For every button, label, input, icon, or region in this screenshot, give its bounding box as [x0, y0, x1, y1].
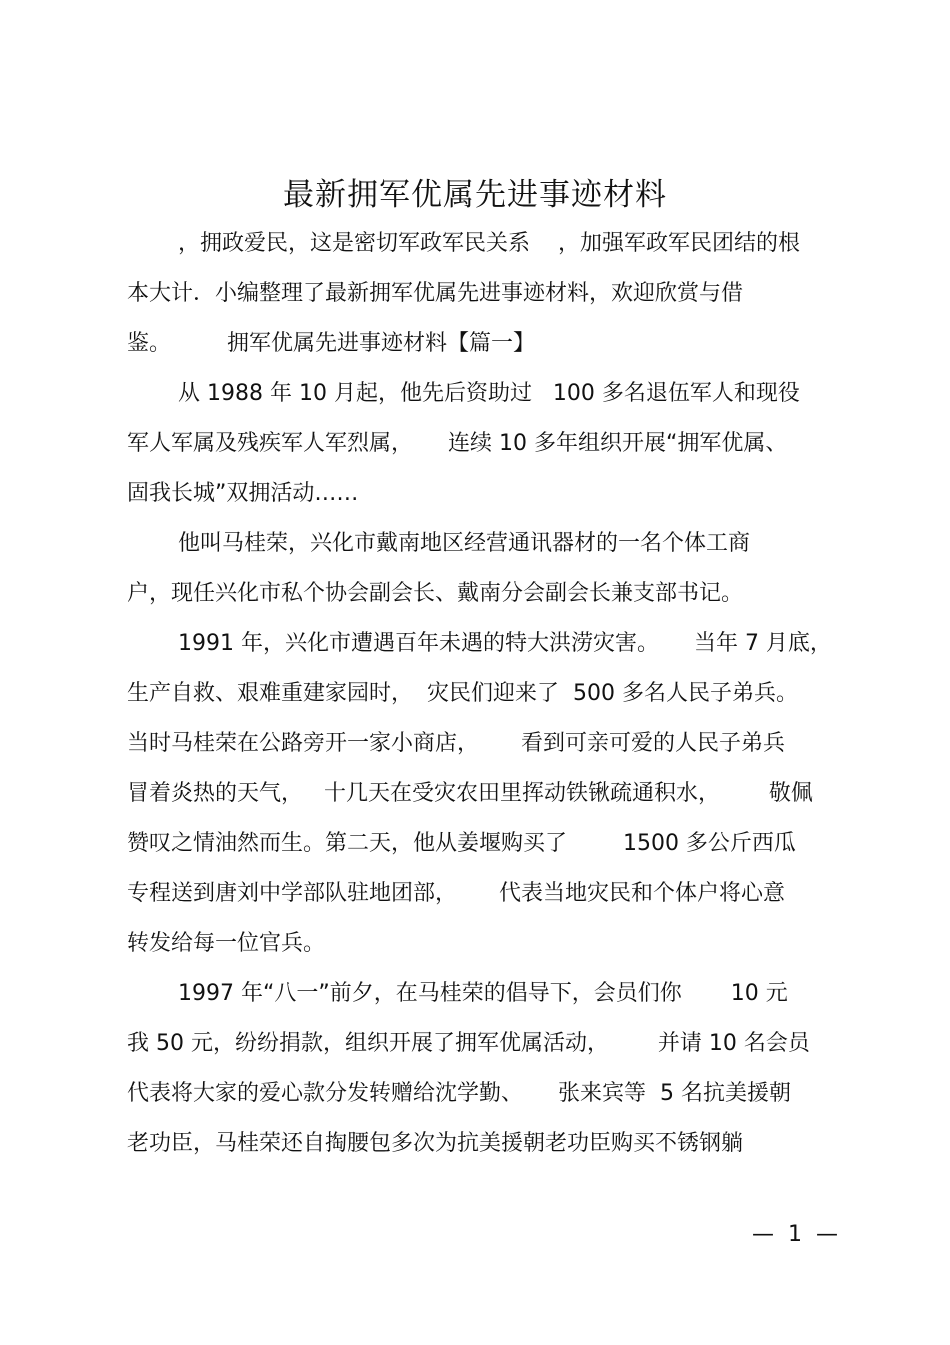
paragraph-line: 鉴。 拥军优属先进事迹材料【篇一】: [127, 331, 535, 356]
paragraph-line: 户，现任兴化市私个协会副会长、戴南分会副会长兼支部书记。: [127, 581, 744, 606]
paragraph-line: 1991 年，兴化市遭遇百年未遇的特大洪涝灾害。 当年 7 月底，: [178, 631, 832, 656]
paragraph-line: 固我长城”双拥活动……: [127, 481, 359, 506]
paragraph-line: 老功臣，马桂荣还自掏腰包多次为抗美援朝老功臣购买不锈钢躺: [127, 1131, 744, 1156]
paragraph-line: 当时马桂荣在公路旁开一家小商店， 看到可亲可爱的人民子弟兵: [127, 731, 785, 756]
paragraph-line: 冒着炎热的天气， 十几天在受灾农田里挥动铁锹疏通积水， 敬佩: [127, 781, 813, 806]
paragraph-line: 专程送到唐刘中学部队驻地团部， 代表当地灾民和个体户将心意: [127, 881, 785, 906]
paragraph-line: 从 1988 年 10 月起，他先后资助过 100 多名退伍军人和现役: [178, 381, 800, 406]
paragraph-line: 军人军属及残疾军人军烈属， 连续 10 多年组织开展“拥军优属、: [127, 431, 788, 456]
paragraph-line: 本大计．小编整理了最新拥军优属先进事迹材料，欢迎欣赏与借: [127, 281, 744, 306]
paragraph-line: ，拥政爱民，这是密切军政军民关系 ，加强军政军民团结的根: [178, 231, 800, 256]
paragraph-line: 1997 年“八一”前夕，在马桂荣的倡导下，会员们你 10 元: [178, 981, 788, 1006]
document-title: 最新拥军优属先进事迹材料: [283, 177, 667, 213]
paragraph-line: 我 50 元，纷纷捐款，组织开展了拥军优属活动， 并请 10 名会员: [127, 1031, 810, 1056]
paragraph-line: 赞叹之情油然而生。第二天，他从姜堰购买了 1500 多公斤西瓜: [127, 831, 796, 856]
paragraph-line: 他叫马桂荣，兴化市戴南地区经营通讯器材的一名个体工商: [178, 531, 751, 556]
paragraph-line: 转发给每一位官兵。: [127, 931, 326, 956]
paragraph-line: 代表将大家的爱心款分发转赠给沈学勤、 张来宾等 5 名抗美援朝: [127, 1081, 791, 1106]
page-number: — 1 —: [752, 1222, 838, 1247]
paragraph-line: 生产自救、艰难重建家园时， 灾民们迎来了 500 多名人民子弟兵。: [127, 681, 798, 706]
